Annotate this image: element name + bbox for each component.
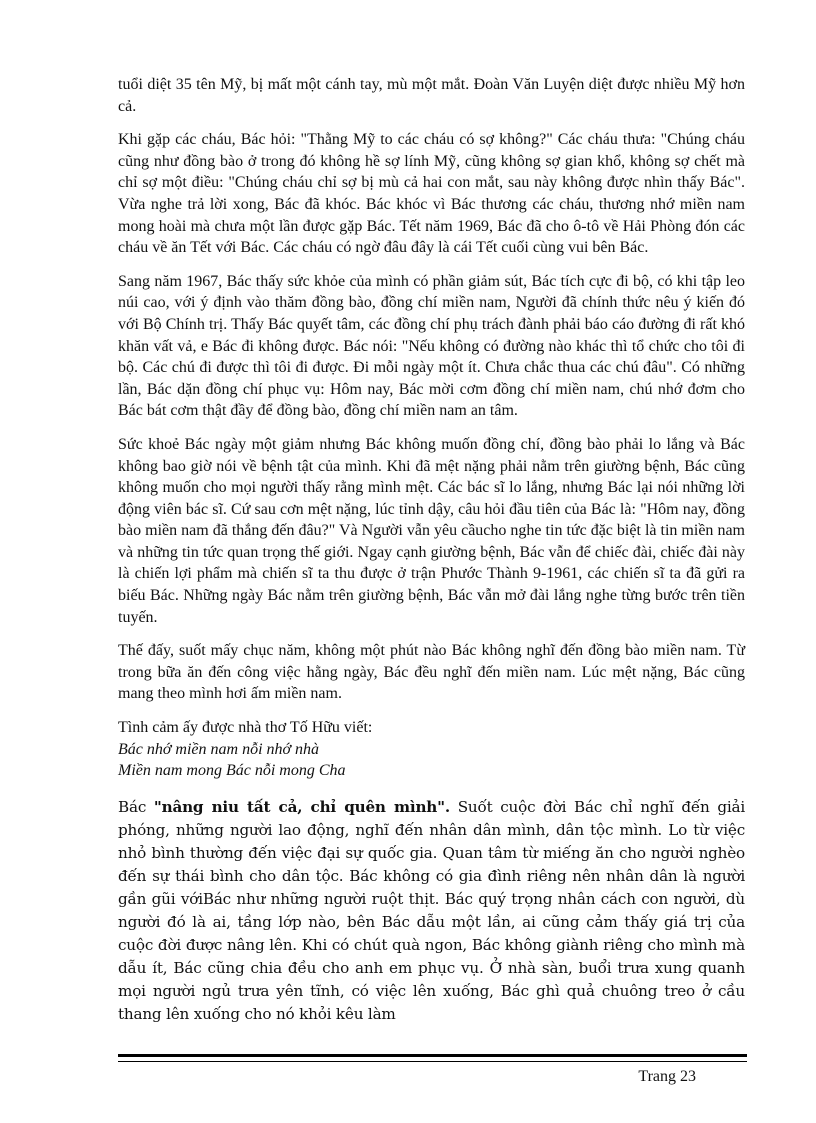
paragraph-last-body: Suốt cuộc đời Bác chỉ nghĩ đến giải phóng, những người lao động, nghĩ đến nhân dân mình, dân tộc mình. Lo từ việc nhỏ bình thường đến việc đại sự quốc gia. Quan tâm từ miếng ăn cho người nghèo đến sự thái bình cho dân tộc. Bác không có gia đình riêng nên nhân dân là người gần gũi vớiBác như những người ruột thịt. Bác quý trọng nhân cách con người, dù người đó là ai, tầng lớp nào, bên Bác dẫu một lần, ai cũng cảm thấy giá trị của cuộc đời được nâng lên. Khi có chút quà ngon, Bác không giành riêng cho mình mà dẫu ít, Bác cũng chia đều cho anh em phục vụ. Ở nhà sàn, buổi trưa xung quanh mọi người ngủ trưa yên tĩnh, có việc lên xuống, Bác ghì quả chuông treo ở cầu thang lên xuống cho nó khỏi kêu làm — [118, 797, 746, 1023]
paragraph-5: Thế đấy, suốt mấy chục năm, không một phút nào Bác không nghĩ đến đồng bào miền nam. Từ trong bữa ăn đến công việc hằng ngày, Bác đều nghĩ đến miền nam. Lúc mệt nặng, Bác cũng mang theo mình hơi ấm miền nam. — [118, 642, 745, 703]
poem-line-1: Bác nhớ miền nam nỗi nhớ nhà — [118, 740, 320, 758]
quote-bold: "nâng niu tất cả, chỉ quên mình". — [153, 797, 450, 816]
poem — [118, 739, 745, 782]
page-number: Trang 23 — [638, 1068, 696, 1085]
paragraph-1: tuổi diệt 35 tên Mỹ, bị mất một cánh tay, mù một mắt. Đoàn Văn Luyện diệt được nhiều Mỹ hơn cả. — [118, 76, 745, 115]
paragraph-4: Sức khoẻ Bác ngày một giảm nhưng Bác không muốn đồng chí, đồng bào phải lo lắng và Bác không bao giờ nói về bệnh tật của mình. Khi đã mệt nặng phải nằm trên giường bệnh, Bác cũng không muốn cho mọi người thấy rằng mình mệt. Các bác sĩ lo lắng, nhưng Bác lại nói những lời động viên bác sĩ. Cứ sau cơn mệt nặng, lúc tỉnh dậy, câu hỏi đầu tiên của Bác là: "Hôm nay, đồng bào miền nam đã thắng đến đâu?" Và Người vẫn yêu cầucho nghe tin tức đặc biệt là tin miền nam và những tin tức quan trọng thế giới. Ngay cạnh giường bệnh, Bác vẫn để chiếc đài, chiếc đài này là chiến lợi phẩm mà chiến sĩ ta thu được ở trận Phước Thành 9-1961, các chiến sĩ ta đã gửi ra biếu Bác. Những ngày Bác nằm trên giường bệnh, Bác vẫn mở đài lắng nghe từng bước trên tiền tuyến. — [118, 435, 745, 626]
paragraph-last — [118, 796, 745, 1026]
footer-rule-thin — [118, 1061, 747, 1062]
paragraph-3: Sang năm 1967, Bác thấy sức khỏe của mình có phần giảm sút, Bác tích cực đi bộ, có khi tập leo núi cao, với ý định vào thăm đồng bào, đồng chí miền nam, Người đã chính thức nêu ý kiến đó với Bộ Chính trị. Thấy Bác quyết tâm, các đồng chí phụ trách đành phải báo cáo đường đi rất khó khăn vất vả, e Bác đi không được. Bác nói: "Nếu không có đường nào khác thì tổ chức cho tôi đi bộ. Các chú đi được thì tôi đi được. Đi mỗi ngày một ít. Chưa chắc thua các chú đâu". Có những lần, Bác dặn đồng chí phục vụ: Hôm nay, Bác mời cơm đồng chí miền nam, chú nhớ đơm cho Bác bát cơm thật đầy để đồng bào, đồng chí miền nam an tâm. — [118, 272, 745, 420]
poem-line-2: Miền nam mong Bác nỗi mong Cha — [118, 762, 346, 780]
paragraph-2: Khi gặp các cháu, Bác hỏi: "Thằng Mỹ to các cháu có sợ không?" Các cháu thưa: "Chúng cháu cũng như đồng bào ở trong đó không hề sợ lính Mỹ, cũng không sợ gian khổ, không sợ chết mà chỉ sợ một điều: "Chúng cháu chỉ sợ bị mù cả hai con mắt, sau này không được nhìn thấy Bác". Vừa nghe trả lời xong, Bác đã khóc. Bác khóc vì Bác thương các cháu, thương nhớ miền nam mong hoài mà chưa một lần được gặp Bác. Tết năm 1969, Bác đã cho ô-tô về Hải Phòng đón các cháu về ăn Tết với Bác. Các cháu có ngờ đâu đây là cái Tết cuối cùng vui bên Bác. — [118, 131, 745, 257]
page-body — [118, 74, 745, 1026]
paragraph-last-lead: Bác — [118, 797, 154, 816]
poem-intro: Tình cảm ấy được nhà thơ Tố Hữu viết: — [118, 719, 373, 737]
footer-rule-thick — [118, 1054, 747, 1057]
